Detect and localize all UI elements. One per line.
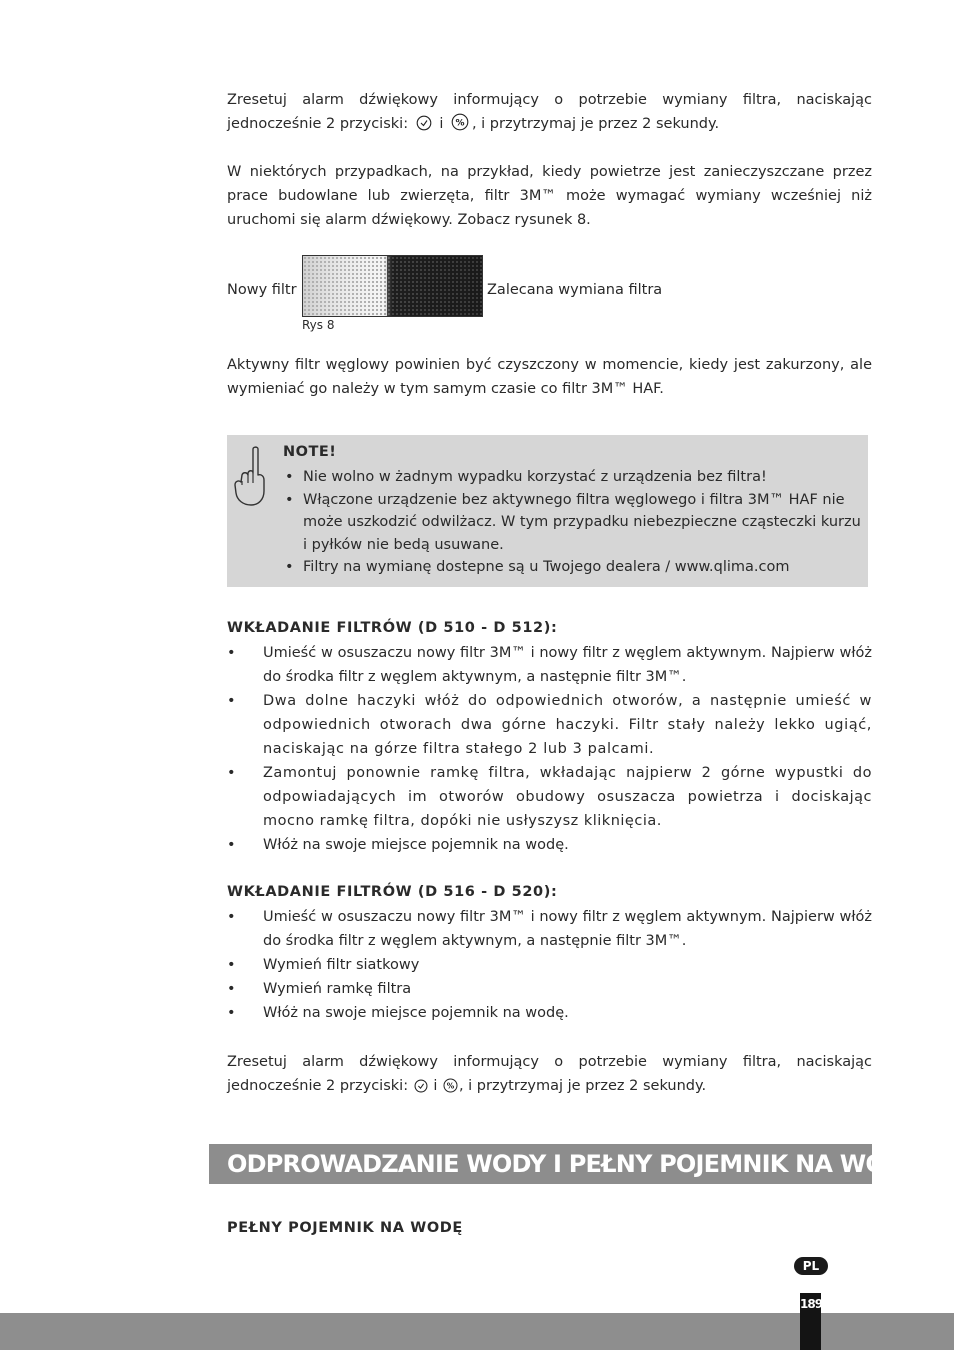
section1-list [227,641,872,857]
reset-alarm-paragraph-2: Zresetuj alarm dźwiękowy informujący o potrzebie wymiany filtra, naciskając jednocześnie 2 przyciski: i % , i przytrzymaj je przez 2 sekundy. [227,1050,872,1101]
list-item: • Umieść w osuszaczu nowy filtr 3M™ i nowy filtr z węglem aktywnym. Najpierw włóż do środka filtr z węglem aktywnym, a następnie filtr 3M™. [227,641,872,689]
section2-list [227,905,872,1025]
list-item: • Wymień filtr siatkowy [227,953,872,977]
filter-cases-paragraph: W niektórych przypadkach, na przykład, kiedy powietrze jest zanieczyszczane przez prace budowlane lub zwierzęta, filtr 3M™ może wymagać wymiany wcześniej niż uruchomi się alarm dźwiękowy. Zobacz rysunek 8. [227,164,872,228]
banner-title: ODPROWADZANIE WODY I PEŁNY POJEMNIK NA WODĘ [227,1150,920,1178]
timer-button-icon [414,1077,428,1101]
humidity-button-icon [443,1077,458,1101]
note-item: • Filtry na wymianę dostepne są u Twojego dealera / www.qlima.com [283,556,861,579]
section2-heading: WKŁADANIE FILTRÓW (D 516 - D 520): [227,884,558,900]
subsection-heading: PEŁNY POJEMNIK NA WODĘ [227,1220,463,1236]
svg-text:%: % [446,1081,455,1091]
humidity-button-icon [451,113,469,139]
list-item: • Zamontuj ponownie ramkę filtra, wkładając najpierw 2 górne wypustki do odpowiadających im otworów obudowy osuszacza powietrza i dociskając mocno ramkę filtra, dopóki nie usłyszysz kliknięcia. [227,761,872,833]
svg-text:%: % [455,118,465,129]
figure-caption: Rys 8 [302,318,335,332]
replace-filter-label: Zalecana wymiana filtra [487,282,663,298]
list-item: • Włóż na swoje miejsce pojemnik na wodę. [227,833,872,857]
figure-8 [227,255,872,317]
page-number: 189 [800,1297,823,1311]
filter-comparison-image [302,255,483,317]
pointing-hand-icon [233,445,267,513]
list-item: • Dwa dolne haczyki włóż do odpowiednich otworów, a następnie umieść w odpowiednich otworach dwa górne haczyki. Filtr stały należy lekko ugiąć, naciskając na górze filtra stałego 2 lub 3 palcami. [227,689,872,761]
note-box [227,435,868,587]
new-filter-label: Nowy filtr [227,282,297,298]
note-list [283,466,861,579]
language-badge: PL [794,1257,828,1275]
note-item: • Nie wolno w żadnym wypadku korzystać z urządzenia bez filtra! [283,466,861,489]
timer-button-icon [416,115,432,139]
carbon-filter-paragraph: Aktywny filtr węglowy powinien być czyszczony w momencie, kiedy jest zakurzony, ale wymieniać go należy w tym samym czasie co filtr 3M™ HAF. [227,357,872,397]
section-banner [209,1144,920,1184]
list-item: • Wymień ramkę filtra [227,977,872,1001]
section1-heading: WKŁADANIE FILTRÓW (D 510 - D 512): [227,620,558,636]
list-item: • Włóż na swoje miejsce pojemnik na wodę. [227,1001,872,1025]
note-title: NOTE! [283,444,337,460]
reset-alarm-paragraph-1: Zresetuj alarm dźwiękowy informujący o potrzebie wymiany filtra, naciskając jednocześnie 2 przyciski: i % , i przytrzymaj je przez 2 sekundy. [227,88,872,139]
list-item: • Umieść w osuszaczu nowy filtr 3M™ i nowy filtr z węglem aktywnym. Najpierw włóż do środka filtr z węglem aktywnym, a następnie filtr 3M™. [227,905,872,953]
note-item: • Włączone urządzenie bez aktywnego filtra węglowego i filtra 3M™ HAF nie może uszkodzić odwilżacz. W tym przypadku niebezpieczne cząsteczki kurzu i pyłków nie bedą usuwane. [283,489,861,557]
